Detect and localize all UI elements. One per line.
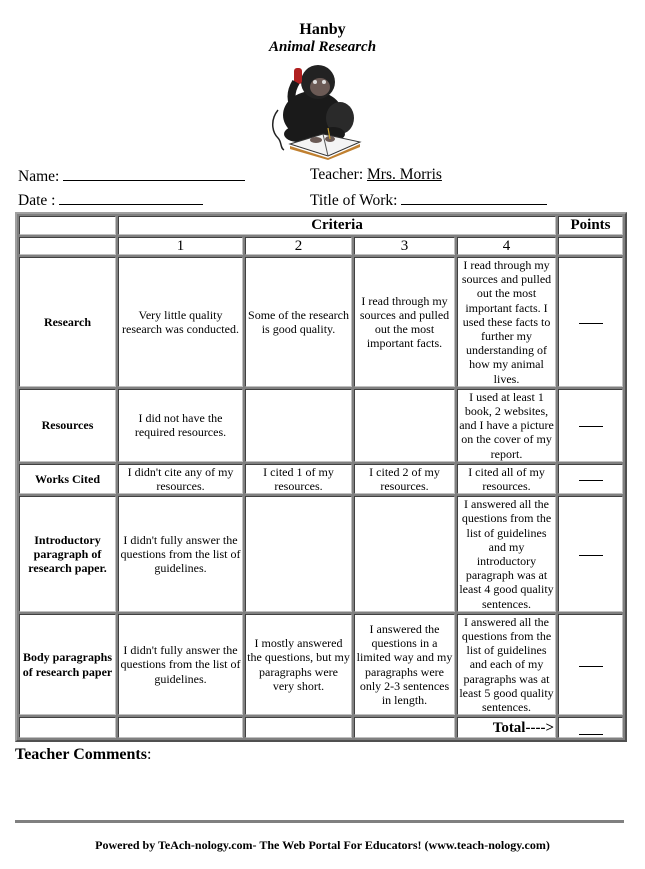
criteria-cell: I cited all of my resources. — [457, 464, 556, 494]
rubric-row-works-cited — [19, 464, 623, 494]
points-cell[interactable] — [558, 496, 623, 612]
points-cell[interactable] — [558, 614, 623, 715]
rubric-row-body-paragraphs — [19, 614, 623, 715]
document-title: Hanby — [299, 21, 346, 38]
monkey-reading-book-icon — [268, 60, 368, 160]
row-label: Introductory paragraph of research paper. — [19, 496, 116, 612]
rubric-table — [15, 212, 627, 742]
points-header: Points — [558, 216, 623, 235]
total-empty-cell — [245, 717, 352, 738]
total-points-blank[interactable] — [579, 733, 603, 735]
rubric-row-resources — [19, 389, 623, 462]
level-2-header: 2 — [245, 237, 352, 255]
criteria-cell: I didn't cite any of my resources. — [118, 464, 243, 494]
criteria-cell: Very little quality research was conducted. — [118, 257, 243, 387]
total-points-cell[interactable] — [558, 717, 623, 738]
title-of-work-label: Title of Work: — [310, 192, 398, 209]
row-label: Research — [19, 257, 116, 387]
criteria-header-row — [19, 216, 623, 235]
teacher-value: Mrs. Morris — [367, 166, 442, 183]
date-field — [18, 190, 203, 210]
total-empty-cell — [354, 717, 455, 738]
header-corner-cell — [19, 216, 116, 235]
points-blank[interactable] — [579, 554, 603, 556]
points-blank[interactable] — [579, 665, 603, 667]
title-of-work-field — [310, 190, 547, 210]
name-input[interactable] — [63, 166, 245, 181]
row-label: Resources — [19, 389, 116, 462]
criteria-cell: I didn't fully answer the questions from the list of guidelines. — [118, 496, 243, 612]
document-subtitle: Animal Research — [268, 39, 377, 55]
criteria-cell: I cited 2 of my resources. — [354, 464, 455, 494]
levels-points-cell — [558, 237, 623, 255]
teacher-comments-label: Teacher Comments — [15, 746, 147, 763]
footer-text: Powered by TeAch-nology.com- The Web Portal For Educators! (www.teach-nology.com) — [95, 838, 550, 852]
rubric-row-introductory-paragraph — [19, 496, 623, 612]
points-blank[interactable] — [579, 479, 603, 481]
criteria-cell: I mostly answered the questions, but my paragraphs were very short. — [245, 614, 352, 715]
date-label: Date : — [18, 192, 56, 209]
row-label: Body paragraphs of research paper — [19, 614, 116, 715]
points-cell[interactable] — [558, 257, 623, 387]
title-of-work-input[interactable] — [401, 190, 547, 205]
total-row — [19, 717, 623, 738]
criteria-cell — [245, 389, 352, 462]
points-blank[interactable] — [579, 322, 603, 324]
rubric-row-research — [19, 257, 623, 387]
criteria-cell: I read through my sources and pulled out the most important facts. — [354, 257, 455, 387]
criteria-cell: I answered all the questions from the list of guidelines and my introductory paragraph was at least 4 good quality sentences. — [457, 496, 556, 612]
name-label: Name: — [18, 168, 60, 185]
criteria-cell: I did not have the required resources. — [118, 389, 243, 462]
teacher-comments — [15, 745, 151, 765]
total-label: Total----> — [457, 717, 556, 738]
criteria-cell: I answered all the questions from the list of guidelines and each of my paragraphs was at least 5 good quality sentences. — [457, 614, 556, 715]
criteria-cell: Some of the research is good quality. — [245, 257, 352, 387]
levels-row — [19, 237, 623, 255]
date-input[interactable] — [59, 190, 203, 205]
criteria-cell — [354, 496, 455, 612]
row-label: Works Cited — [19, 464, 116, 494]
levels-corner-cell — [19, 237, 116, 255]
footer-divider — [15, 820, 624, 823]
level-1-header: 1 — [118, 237, 243, 255]
level-3-header: 3 — [354, 237, 455, 255]
teacher-comments-colon: : — [146, 746, 152, 763]
criteria-cell: I used at least 1 book, 2 websites, and I have a picture on the cover of my report. — [457, 389, 556, 462]
teacher-field — [310, 166, 442, 184]
criteria-cell: I cited 1 of my resources. — [245, 464, 352, 494]
points-cell[interactable] — [558, 464, 623, 494]
total-empty-cell — [118, 717, 243, 738]
criteria-cell — [245, 496, 352, 612]
criteria-cell: I didn't fully answer the questions from the list of guidelines. — [118, 614, 243, 715]
points-cell[interactable] — [558, 389, 623, 462]
points-blank[interactable] — [579, 425, 603, 427]
criteria-cell — [354, 389, 455, 462]
teacher-label: Teacher: — [310, 166, 364, 183]
criteria-header: Criteria — [118, 216, 556, 235]
level-4-header: 4 — [457, 237, 556, 255]
criteria-cell: I read through my sources and pulled out the most important facts. I used these facts to further my understanding of how my animal lives. — [457, 257, 556, 387]
criteria-cell: I answered the questions in a limited way and my paragraphs were only 2-3 sentences in length. — [354, 614, 455, 715]
total-empty-cell — [19, 717, 116, 738]
name-field — [18, 166, 245, 186]
